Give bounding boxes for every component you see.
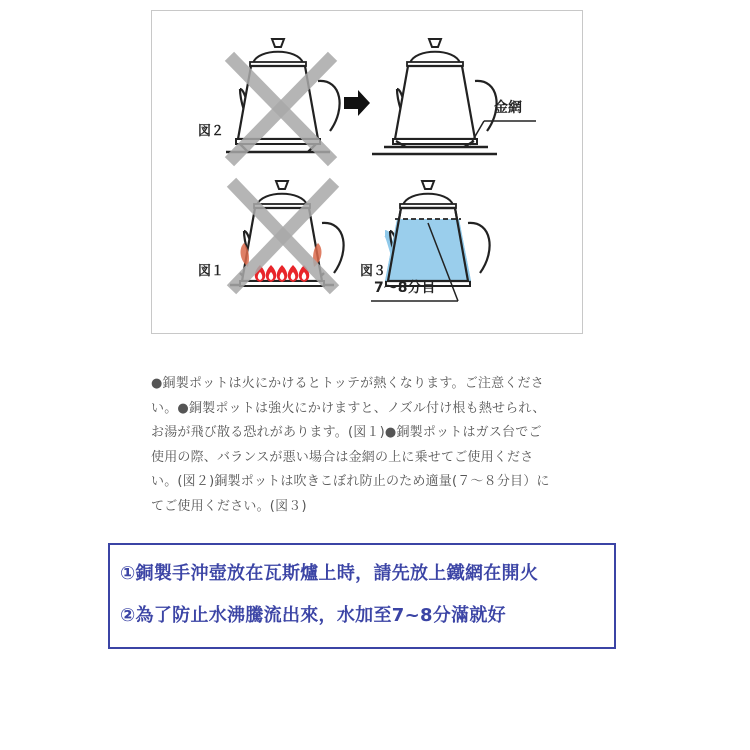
figure-1-pot-strong-flame (230, 181, 344, 286)
note-line: 使用の際、バランスが悪い場合は金網の上に乗せてご使用くださ (151, 449, 534, 465)
note-line: お湯が飛び散る恐れがあります。(図１)●銅製ポットはガス台でご (151, 425, 542, 440)
usage-notes (151, 372, 591, 519)
fill-level-label: 7～8分目 (374, 280, 436, 296)
figure-2-pot-on-wire-mesh (372, 39, 536, 154)
figure-3-label: 図３ (360, 264, 387, 279)
figure-1-label: 図１ (198, 264, 225, 279)
note-line: い。●銅製ポットは強火にかけますと、ノズル付け根も熱せられ、 (151, 400, 546, 416)
pot-diagrams (152, 11, 584, 335)
chinese-notice-box (108, 543, 616, 649)
figure-2-pot-crossed (226, 39, 340, 157)
arrow-right-icon (344, 90, 370, 116)
note-line: ●銅製ポットは火にかけるとトッテが熱くなります。ご注意くださ (151, 376, 544, 391)
wire-mesh-label: 金網 (494, 100, 522, 116)
note-line: い。(図２)銅製ポットは吹きこぼれ防止のため適量(７～８分目）に (151, 474, 550, 489)
figure-2-label: 図２ (198, 124, 225, 139)
notice-line-2: ②為了防止水沸騰流出來，水加至7~8分滿就好 (120, 605, 506, 626)
figure-illustration (151, 10, 583, 334)
notice-line-1: ①銅製手沖壺放在瓦斯爐上時，請先放上鐵網在開火 (120, 563, 539, 584)
note-line: てご使用ください。(図３) (151, 498, 307, 514)
